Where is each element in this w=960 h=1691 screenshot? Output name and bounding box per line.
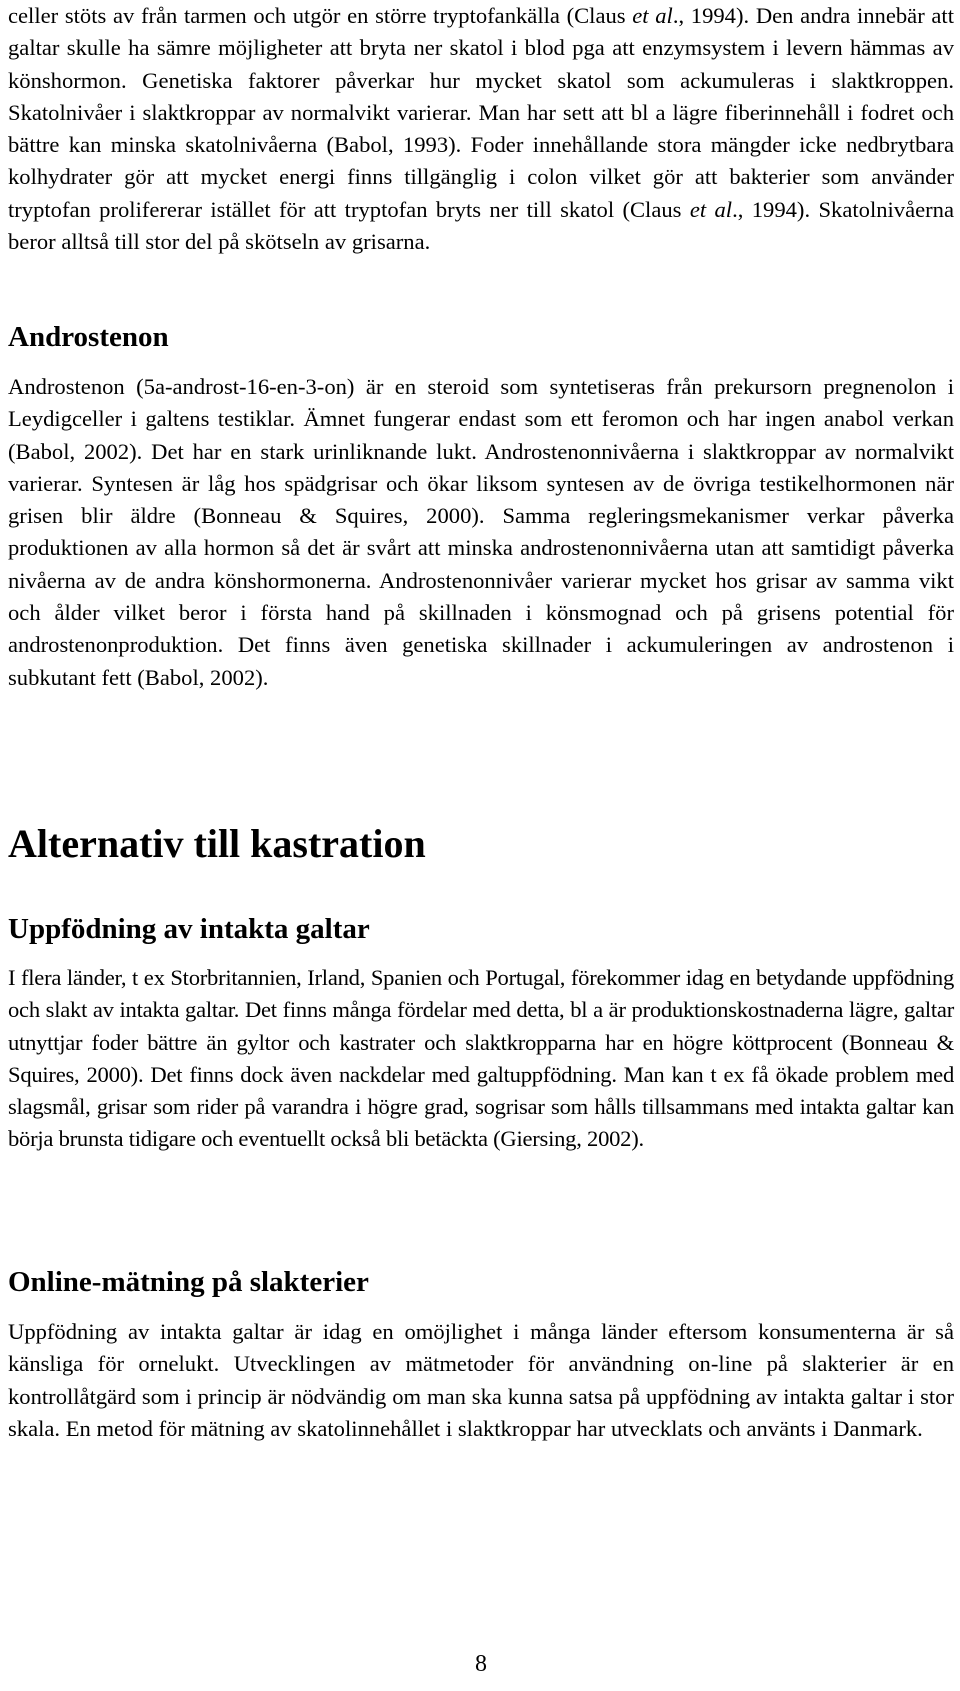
paragraph-text: ., 1994). Den andra innebär att galtar skulle ha sämre möjligheter att bryta ner skatol i blod pga att enzymsystem i levern hämmas av könshormon. Genetiska faktorer påverkar hur mycket skatol som ackumuleras i slaktkroppen. Skatolnivåer i slaktkroppar av normalvikt varierar. Man har sett att bl a lägre fiberinnehåll i fodret och bättre kan minska skatolnivåerna (Babol, 1993). Foder innehållande stora mängder icke nedbrytbara kolhydrater gör att mycket energi finns tillgänglig i colon vilket gör att bakterier som använder tryptofan prolifererar istället för att tryptofan bryts ner till skatol (Claus [8,3,954,222]
heading-uppfodning-intakta-galtar: Uppfödning av intakta galtar [8,913,370,945]
citation-et-al: et al [689,196,733,222]
paragraph-text: ., 1994). Skatolnivåerna beror alltså till stor del på skötseln av grisarna. [8,196,954,255]
paragraph-text: celler stöts av från tarmen och utgör en större tryptofankälla (Claus [8,3,633,28]
heading-androstenon: Androstenon [8,321,169,353]
paragraph-skatol-continuation [8,0,954,258]
paragraph-uppfodning: I flera länder, t ex Storbritannien, Irland, Spanien och Portugal, förekommer idag en betydande uppfödning och slakt av intakta galtar. Det finns många fördelar med detta, bl a är produktionskostnaderna lägre, galtar utnyttjar foder bättre än gyltor och kastrater och slaktkropparna har en högre köttprocent (Bonneau & Squires, 2000). Det finns dock även nackdelar med galtuppfödning. Man kan t ex få ökade problem med slagsmål, grisar som rider på varandra i högre grad, sogrisar som hålls tillsammans med intakta galtar kan börja brunsta tidigare och eventuellt också bli betäckta (Giersing, 2002). [8,965,954,1152]
heading-alternativ-till-kastration: Alternativ till kastration [8,821,426,866]
heading-online-matning: Online-mätning på slakterier [8,1266,369,1298]
paragraph-online-matning: Uppfödning av intakta galtar är idag en omöjlighet i många länder eftersom konsumenterna är så känsliga för ornelukt. Utvecklingen av mätmetoder för användning on-line på slakterier är en kontrollåtgärd som i princip är nödvändig om man ska kunna satsa på uppfödning av intakta galtar i stor skala. En metod för mätning av skatolinnehållet i slaktkroppar har utvecklats och använts i Danmark. [8,1319,954,1441]
page-number: 8 [475,1651,487,1677]
citation-et-al: et al [632,3,673,28]
paragraph-androstenon: Androstenon (5a-androst-16-en-3-on) är en steroid som syntetiseras från prekursorn pregnenolon i Leydigceller i galtens testiklar. Ämnet fungerar endast som ett feromon och har ingen anabol verkan (Babol, 2002). Det har en stark urinliknande lukt. Androstenonnivåerna i slaktkroppar av normalvikt varierar. Syntesen är låg hos spädgrisar och ökar liksom syntesen av de övriga testikelhormonen när grisen blir äldre (Bonneau & Squires, 2000). Samma regleringsmekanismer verkar påverka produktionen av alla hormon så det är svårt att minska androstenonnivåerna utan att samtidigt påverka nivåerna av de andra könshormonerna. Androstenonnivåer varierar mycket hos grisar av samma vikt och ålder vilket beror i första hand på skillnaden i könsmognad och på grisens potential för androstenonproduktion. Det finns även genetiska skillnader i ackumuleringen av androstenon i subkutant fett (Babol, 2002). [8,374,954,690]
